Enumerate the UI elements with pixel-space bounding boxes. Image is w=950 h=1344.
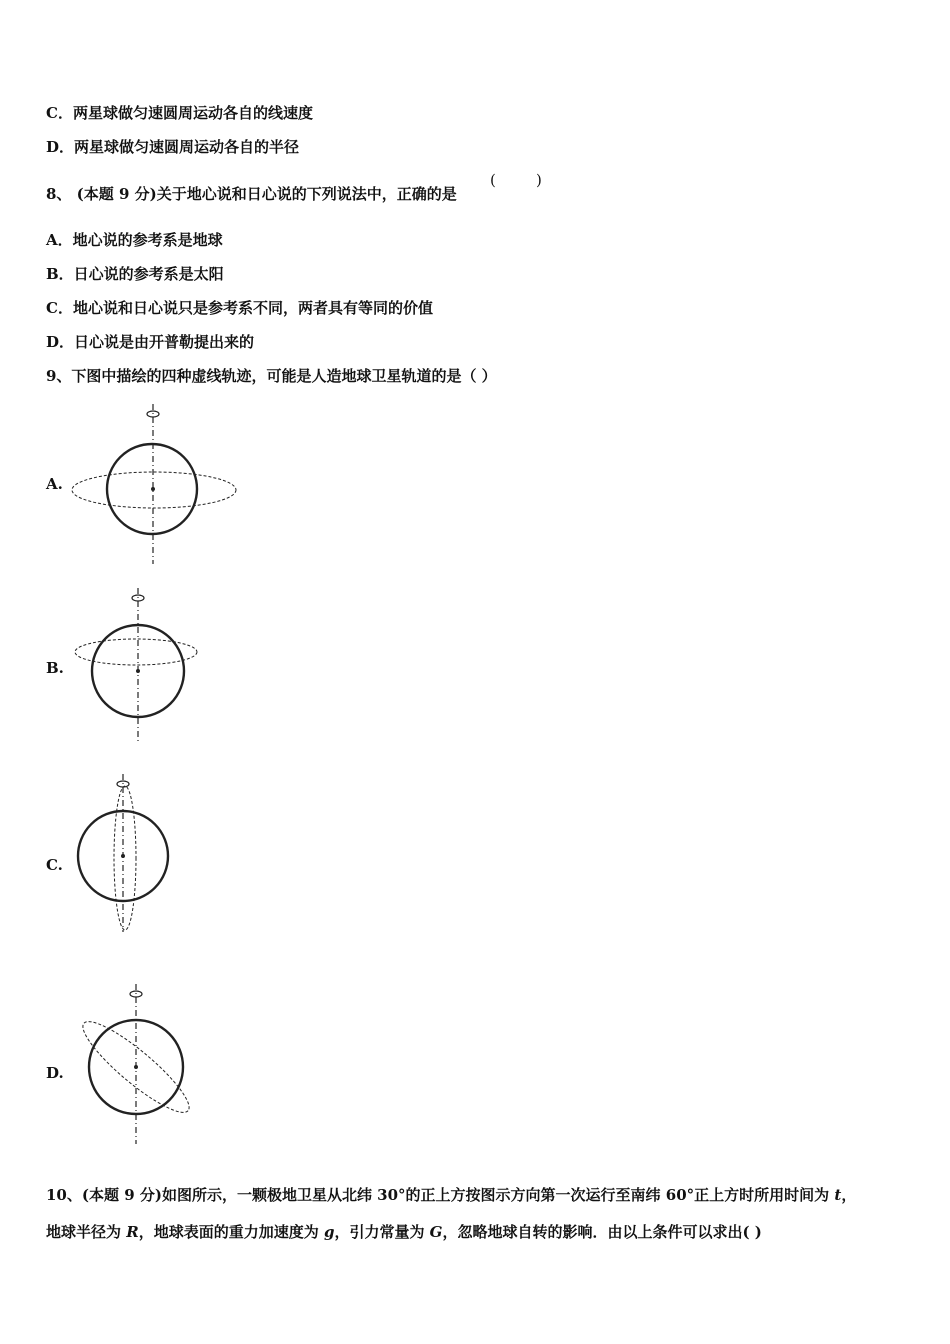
q9-figure-a-orbit-equatorial [68,402,243,567]
q8-option-c: C．地心说和日心说只是参考系不同，两者具有等同的价值 [46,299,433,317]
q8-stem: 8、 (本题 9 分)关于地心说和日心说的下列说法中，正确的是 [46,185,457,203]
q9-label-b: B. [46,659,64,677]
q8-option-a: A．地心说的参考系是地球 [46,231,223,249]
q10-line-1: 10、(本题 9 分)如图所示，一颗极地卫星从北纬 30°的正上方按图示方向第一次运行至南纬 60°正上方时所用时间为 t， [46,1186,857,1204]
q8-option-b: B．日心说的参考系是太阳 [46,265,224,283]
q9-label-c: C. [46,856,63,874]
q9-label-a: A. [46,475,63,493]
q8-paren-close: ) [536,171,542,189]
q9-figure-d-orbit-inclined [72,982,202,1147]
q7-option-d: D．两星球做匀速圆周运动各自的半径 [46,138,300,156]
q9-figure-c-orbit-polar [72,772,177,937]
q8-paren-open: ( [490,171,496,189]
q7-option-c: C．两星球做匀速圆周运动各自的线速度 [46,104,313,122]
q8-option-d: D．日心说是由开普勒提出来的 [46,333,255,351]
q9-figure-b-orbit-offset [72,586,207,746]
q9-label-d: D. [46,1064,64,1082]
q10-line-2: 地球半径为 R，地球表面的重力加速度为 g，引力常量为 G，忽略地球自转的影响．由以上条件可以求出( ) [46,1223,762,1241]
q9-stem: 9、下图中描绘的四种虚线轨迹，可能是人造地球卫星轨道的是（ ） [46,367,497,385]
